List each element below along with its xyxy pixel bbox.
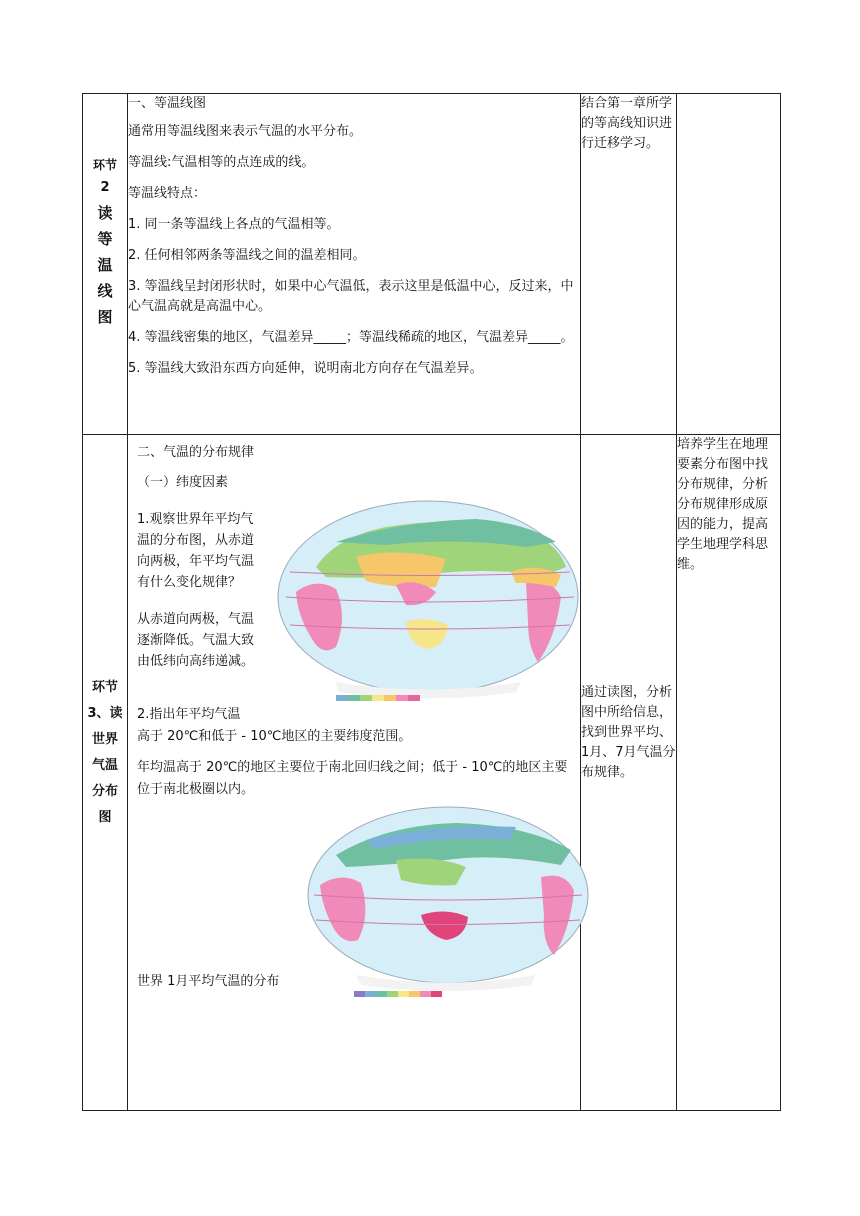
stage-char: 图 [97, 308, 113, 326]
section-heading: 一、等温线图 [128, 96, 207, 111]
content-cell-isotherm [128, 94, 581, 435]
question-2: 2.指出年平均气温 [137, 707, 241, 722]
text-line: 等温线特点： [128, 186, 207, 201]
text-line: 通常用等温线图来表示气温的水平分布。 [128, 124, 363, 139]
world-january-temperature-map [306, 805, 591, 1005]
stage-prefix: 环节 [92, 158, 117, 172]
teaching-aim: 培养学生在地理要素分布图中找分布规律，分析分布规律形成原因的能力，提高学生地理学科思维。 [677, 437, 769, 572]
answer-1: 从赤道向两极，气温逐渐降低。气温大致由低纬向高纬递减。 [137, 612, 255, 669]
sub-heading: （一）纬度因素 [137, 475, 229, 490]
answer-2: 年均温高于 20℃的地区主要位于南北回归线之间；低于 - 10℃的地区主要位于南北极圈以内。 [137, 760, 568, 797]
world-annual-temperature-map [276, 497, 581, 709]
stage-char: 读 [97, 204, 113, 222]
note-cell-1 [581, 94, 677, 435]
stage-line: 世界 [91, 732, 118, 747]
text-line: 等温线:气温相等的点连成的线。 [128, 155, 315, 170]
feature-point: 2. 任何相邻两条等温线之间的温差相同。 [128, 248, 366, 263]
feature-point: 1. 同一条等温线上各点的气温相等。 [128, 217, 340, 232]
stage-cell-2 [83, 94, 128, 435]
note-cell-2 [581, 435, 677, 1111]
stage-char: 等 [97, 230, 113, 248]
stage-line: 分布 [91, 784, 118, 799]
question-1: 1.观察世界年平均气温的分布图，从赤道向两极，年平均气温有什么变化规律？ [137, 512, 255, 590]
content-cell-distribution [128, 435, 581, 1111]
design-note: 结合第一章所学的等高线知识进行迁移学习。 [581, 96, 673, 151]
feature-point: 3. 等温线呈封闭形状时，如果中心气温低，表示这里是低温中心，反过来，中心气温高就是高温中心。 [128, 279, 574, 314]
stage-char: 线 [97, 282, 113, 300]
stage-char: 温 [97, 256, 113, 274]
design-note: 通过读图，分析图中所给信息，找到世界平均、1月、7月气温分布规律。 [581, 685, 676, 780]
stage-line: 环节 [91, 680, 118, 695]
lesson-table [82, 93, 781, 1111]
stage-number: 2 [100, 180, 110, 195]
section-heading: 二、气温的分布规律 [137, 445, 255, 460]
stage-cell-3 [83, 435, 128, 1111]
map-caption: 世界 1月平均气温的分布 [137, 974, 280, 989]
stage-line: 气温 [91, 758, 118, 773]
feature-point: 4. 等温线密集的地区，气温差异_____；等温线稀疏的地区，气温差异_____。 [128, 330, 574, 345]
feature-point: 5. 等温线大致沿东西方向延伸，说明南北方向存在气温差异。 [128, 361, 483, 376]
aim-cell-1 [677, 94, 781, 435]
stage-line: 3、读 [87, 706, 123, 721]
stage-line: 图 [98, 810, 112, 825]
aim-cell-2 [677, 435, 781, 1111]
question-2-cont: 高于 20℃和低于 - 10℃地区的主要纬度范围。 [137, 729, 412, 744]
